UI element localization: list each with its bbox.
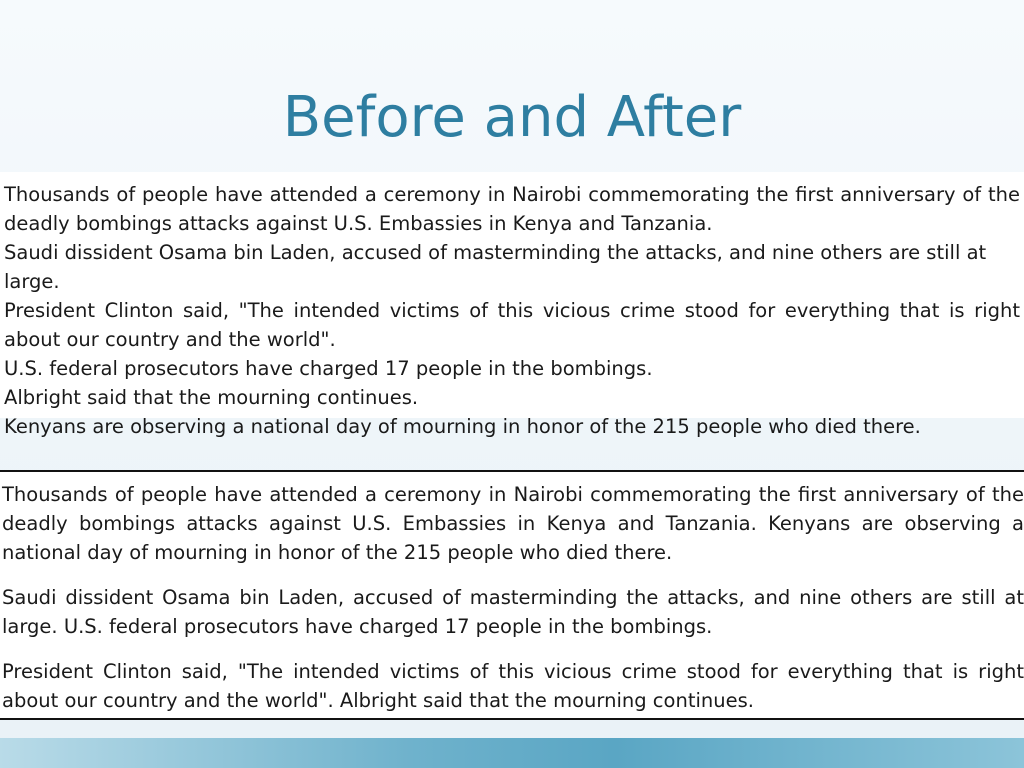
before-sentence-2: Saudi dissident Osama bin Laden, accused of masterminding the attacks, and nine others are still at large. — [4, 241, 987, 293]
before-summary-panel — [0, 172, 1024, 438]
footer-decorative-bar — [0, 738, 1024, 768]
after-paragraph-2: Saudi dissident Osama bin Laden, accused of masterminding the attacks, and nine others are still at large. U.S. federal prosecutors have charged 17 people in the bombings. — [2, 586, 1024, 638]
before-sentence-3: President Clinton said, "The intended victims of this vicious crime stood for everything that is right about our country and the world". — [4, 299, 1020, 351]
before-sentence-4: U.S. federal prosecutors have charged 17 people in the bombings. — [4, 357, 653, 380]
before-sentence-1: Thousands of people have attended a ceremony in Nairobi commemorating the first anniversary of the deadly bombings attacks against U.S. Embassies in Kenya and Tanzania. — [4, 183, 1020, 235]
after-paragraph-1: Thousands of people have attended a ceremony in Nairobi commemorating the first anniversary of the deadly bombings attacks against U.S. Embassies in Kenya and Tanzania. Kenyans are observing a national day of mourning in honor of the 215 people who died there. — [2, 483, 1024, 564]
slide-title: Before and After — [282, 85, 742, 150]
after-summary-panel — [0, 470, 1024, 720]
after-paragraph-3: President Clinton said, "The intended victims of this vicious crime stood for everything that is right about our country and the world". Albright said that the mourning continues. — [2, 660, 1024, 712]
before-sentence-6: Kenyans are observing a national day of mourning in honor of the 215 people who died there. — [4, 415, 921, 438]
before-sentence-5: Albright said that the mourning continues. — [4, 386, 419, 409]
